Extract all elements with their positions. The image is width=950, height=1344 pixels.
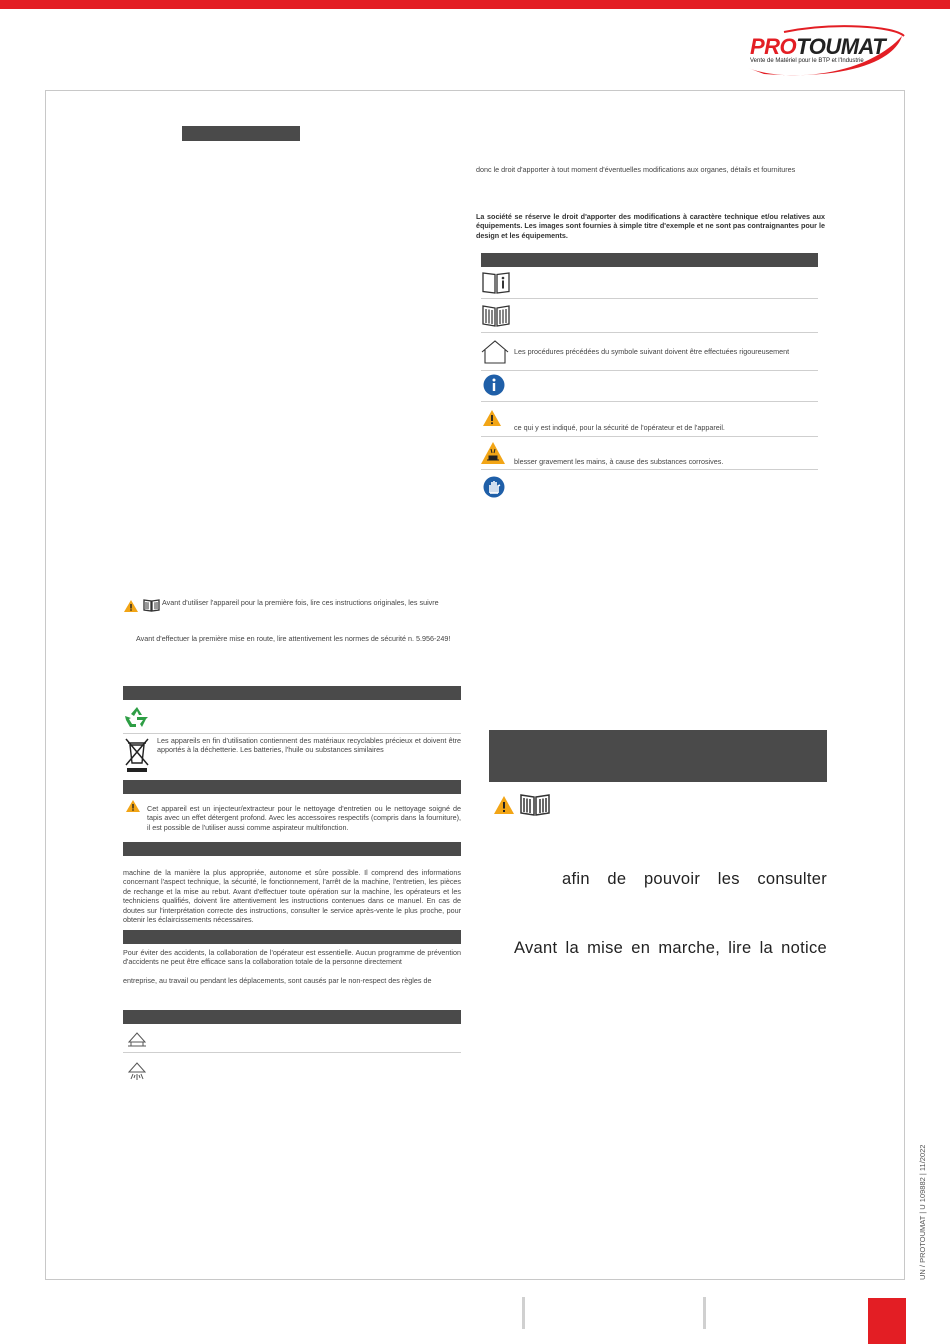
info-circle-icon [483, 374, 505, 396]
corrosive-icon [481, 442, 505, 464]
warning-icon [126, 800, 140, 812]
recycle-icon [124, 706, 150, 728]
manual-info-icon [482, 272, 510, 294]
modifications-line: donc le droit d'apporter à tout moment d'éventuelles modifications aux organes, détails et fournitures [476, 165, 796, 174]
divider [481, 436, 818, 437]
symbols-header-bar [481, 253, 818, 267]
house-icon [480, 340, 510, 364]
symbol-warning-text: ce qui y est indiqué, pour la sécurité de l'opérateur et de l'appareil. [514, 423, 725, 432]
manual-text: machine de la manière la plus appropriée, autonome et sûre possible. Il comprend des informations concernant l'aspect technique, la sécurité, le fonctionnement, l'arrêt de la machine, l'entretien, les pièces de rechange et la mise au rebut. Avant d'effectuer toute opération sur la machine, les opérateurs et les techniciens qualifiés, doivent lire attentivement les instructions contenues dans ce manuel. En cas de doutes sur l'interprétation correcte des instructions, consulter le service après-vente le plus proche, pour obtenir les éclaircissements nécessaires. [123, 868, 461, 925]
divider [481, 298, 818, 299]
open-manual-icon [482, 305, 510, 327]
divider [481, 469, 818, 470]
logo-toumat: TOUMAT [796, 34, 886, 59]
spray-hazard-icon [126, 1060, 148, 1082]
disposal-text: Les appareils en fin d'utilisation contiennent des matériaux recyclables précieux et doivent être apportés à la déchetterie. Les batteries, l'huile ou substances similaires [157, 736, 461, 755]
notice-title-block [489, 730, 827, 782]
page-frame [45, 90, 905, 1280]
divider [481, 332, 818, 333]
footer-divider [703, 1297, 706, 1329]
top-accent-bar [0, 0, 950, 9]
logo-tagline: Vente de Matériel pour le BTP et l'Industrie [750, 58, 864, 64]
warning-icon [124, 600, 138, 612]
read-notice-line: Avant la mise en marche, lire la notice [514, 939, 827, 957]
manual-header-bar [123, 842, 461, 856]
consult-line: afin de pouvoir les consulter [562, 870, 827, 888]
protection-header-bar [123, 1010, 461, 1024]
safety-norms-text: Avant d'effectuer la première mise en route, lire attentivement les normes de sécurité n. 5.956-249! [136, 634, 451, 643]
logo-pro: PRO [750, 34, 797, 59]
symbol-corrosive-text: blesser gravement les mains, à cause des substances corrosives. [514, 457, 724, 466]
protoumat-logo [744, 22, 906, 80]
symbol-house-text: Les procédures précédées du symbole suivant doivent être effectuées rigoureusement [514, 347, 790, 356]
footer-divider [522, 1297, 525, 1329]
usage-text: Cet appareil est un injecteur/extracteur pour le nettoyage d'entretien ou le nettoyage soigné de tapis avec un effet détergent profond. Avec les accessoires respectifs (compris dans la fourniture), il est possible de l'utiliser aussi comme aspirateur multifonction. [147, 804, 461, 832]
page-number-tab [868, 1298, 906, 1344]
safety-header-bar [123, 930, 461, 944]
gloves-icon [483, 476, 505, 498]
warning-icon [483, 410, 501, 426]
divider [123, 1052, 461, 1053]
hood-icon [126, 1030, 148, 1048]
logo-wordmark [750, 34, 885, 60]
divider [123, 733, 461, 734]
reserve-paragraph: La société se réserve le droit d'apporter des modifications à caractère technique et/ou relatives aux équipements. Les images sont fournies à simple titre d'exemple et ne sont pas contraignantes pour le design et les équipements. [476, 212, 825, 240]
divider [481, 370, 818, 371]
divider [481, 401, 818, 402]
crossed-bin-icon [124, 737, 150, 773]
usage-header-bar [123, 780, 461, 794]
open-manual-icon [520, 794, 550, 816]
accident-text-2: entreprise, au travail ou pendant les déplacements, sont causés par le non-respect des règles de [123, 976, 432, 985]
before-use-text: Avant d'utiliser l'appareil pour la première fois, lire ces instructions originales, les suivre [162, 598, 439, 607]
open-manual-icon [143, 599, 160, 612]
environment-header-bar [123, 686, 461, 700]
accident-text: Pour éviter des accidents, la collaboration de l'opérateur est essentielle. Aucun programme de prévention d'accidents ne peut être efficace sans la collaboration totale de la personne directement [123, 948, 461, 967]
title-block [182, 126, 300, 141]
warning-icon [494, 796, 514, 814]
document-reference: UN / PROTOUMAT | U 109882 | 11/2022 [918, 1144, 927, 1280]
